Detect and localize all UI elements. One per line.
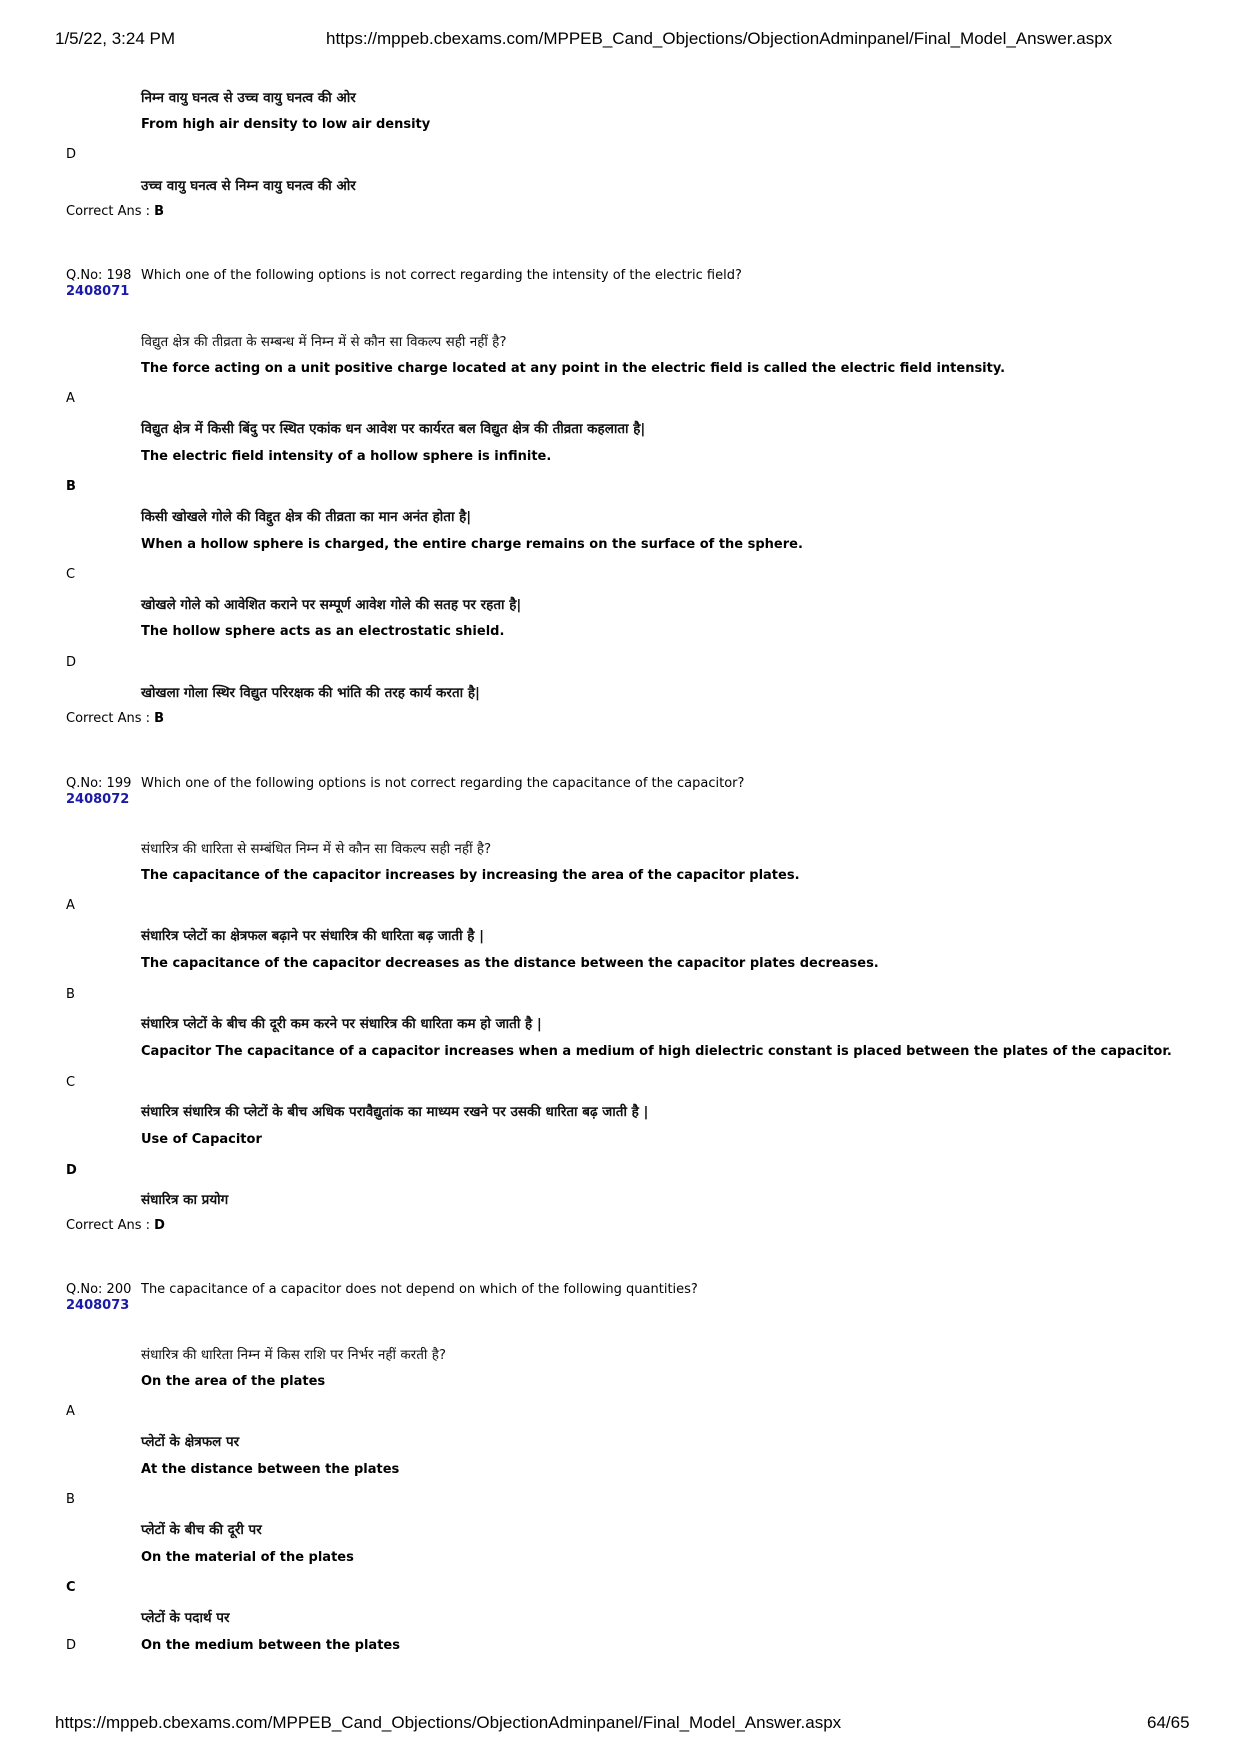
page-number: 64/65 bbox=[1147, 1713, 1190, 1732]
option-d-hindi: खोखला गोला स्थिर विद्युत परिरक्षक की भांति की तरह कार्य करता है| bbox=[141, 685, 480, 701]
correct-answer-label: Correct Ans : bbox=[66, 711, 155, 726]
header-url: https://mppeb.cbexams.com/MPPEB_Cand_Objections/ObjectionAdminpanel/Final_Model_Answer.aspx bbox=[326, 29, 1113, 48]
option-d-letter: D bbox=[66, 1638, 77, 1653]
option-c-hindi: खोखले गोले को आवेशित कराने पर सम्पूर्ण आवेश गोले की सतह पर रहता है| bbox=[141, 597, 522, 613]
question-id: 2408072 bbox=[66, 792, 130, 807]
print-datetime: 1/5/22, 3:24 PM bbox=[55, 29, 176, 48]
question-text-english: The capacitance of a capacitor does not depend on which of the following quantities? bbox=[141, 1282, 698, 1297]
option-c-letter: C bbox=[66, 1580, 76, 1595]
correct-answer bbox=[66, 1218, 165, 1233]
option-b-letter: B bbox=[66, 987, 75, 1002]
option-d-english: On the medium between the plates bbox=[141, 1638, 400, 1653]
question-text-hindi: संधारित्र की धारिता से सम्बंधित निम्न में से कौन सा विकल्प सही नहीं है? bbox=[141, 841, 492, 857]
option-d-letter: D bbox=[66, 655, 77, 670]
option-c-english: Capacitor The capacitance of a capacitor increases when a medium of high dielectric constant is placed between the plates of the capacitor. bbox=[141, 1044, 1172, 1059]
option-a-letter: A bbox=[66, 1404, 75, 1419]
option-a-english: The force acting on a unit positive charge located at any point in the electric field is called the electric field intensity. bbox=[141, 361, 1006, 376]
option-d-letter: D bbox=[66, 147, 77, 162]
option-b-english: At the distance between the plates bbox=[141, 1462, 400, 1477]
option-c-letter: C bbox=[66, 567, 76, 582]
option-b-hindi: प्लेटों के बीच की दूरी पर bbox=[141, 1522, 262, 1538]
question-text-hindi: विद्युत क्षेत्र की तीव्रता के सम्बन्ध में निम्न में से कौन सा विकल्प सही नहीं है? bbox=[141, 334, 507, 350]
option-d-english: From high air density to low air density bbox=[141, 117, 431, 132]
question-number: Q.No: 199 bbox=[66, 776, 132, 791]
option-d-hindi: उच्च वायु घनत्व से निम्न वायु घनत्व की ओर bbox=[141, 178, 356, 194]
option-d-hindi: संधारित्र का प्रयोग bbox=[141, 1192, 229, 1208]
correct-answer-label: Correct Ans : bbox=[66, 1218, 155, 1233]
option-c-hindi: प्लेटों के पदार्थ पर bbox=[141, 1610, 230, 1626]
question-text-english: Which one of the following options is not correct regarding the intensity of the electric field? bbox=[141, 268, 742, 283]
option-b-hindi: किसी खोखले गोले की विद्दुत क्षेत्र की तीव्रता का मान अनंत होता है| bbox=[141, 509, 472, 525]
correct-answer-value: B bbox=[154, 204, 165, 219]
question-id: 2408071 bbox=[66, 284, 130, 299]
option-c-hindi: संधारित्र संधारित्र की प्लेटों के बीच अधिक परावैद्युतांक का माध्यम रखने पर उसकी धारिता बढ़ जाती है | bbox=[141, 1104, 649, 1120]
option-b-english: The electric field intensity of a hollow sphere is infinite. bbox=[141, 449, 552, 464]
footer-url: https://mppeb.cbexams.com/MPPEB_Cand_Objections/ObjectionAdminpanel/Final_Model_Answer.aspx bbox=[55, 1713, 842, 1732]
option-c-letter: C bbox=[66, 1075, 76, 1090]
option-a-hindi: प्लेटों के क्षेत्रफल पर bbox=[141, 1434, 240, 1450]
option-b-english: The capacitance of the capacitor decreases as the distance between the capacitor plates decreases. bbox=[141, 956, 879, 971]
option-d-english: Use of Capacitor bbox=[141, 1132, 262, 1147]
option-a-letter: A bbox=[66, 898, 75, 913]
correct-answer bbox=[66, 711, 164, 726]
question-number: Q.No: 200 bbox=[66, 1282, 132, 1297]
option-b-letter: B bbox=[66, 1492, 75, 1507]
question-id: 2408073 bbox=[66, 1298, 130, 1313]
option-a-hindi: विद्युत क्षेत्र में किसी बिंदु पर स्थित एकांक धन आवेश पर कार्यरत बल विद्युत क्षेत्र की तीव्रता कहलाता है| bbox=[141, 421, 646, 437]
question-number: Q.No: 198 bbox=[66, 268, 132, 283]
option-c-hindi: निम्न वायु घनत्व से उच्च वायु घनत्व की ओर bbox=[141, 90, 356, 106]
option-d-letter: D bbox=[66, 1163, 77, 1178]
correct-answer-label: Correct Ans : bbox=[66, 204, 155, 219]
option-d-english: The hollow sphere acts as an electrostatic shield. bbox=[141, 624, 505, 639]
correct-answer bbox=[66, 204, 164, 219]
correct-answer-value: B bbox=[154, 711, 165, 726]
option-c-english: On the material of the plates bbox=[141, 1550, 354, 1565]
question-text-hindi: संधारित्र की धारिता निम्न में किस राशि पर निर्भर नहीं करती है? bbox=[141, 1347, 447, 1363]
option-b-letter: B bbox=[66, 479, 76, 494]
question-text-english: Which one of the following options is not correct regarding the capacitance of the capacitor? bbox=[141, 776, 745, 791]
option-b-hindi: संधारित्र प्लेटों के बीच की दूरी कम करने पर संधारित्र की धारिता कम हो जाती है | bbox=[141, 1016, 542, 1032]
option-a-english: On the area of the plates bbox=[141, 1374, 326, 1389]
option-a-letter: A bbox=[66, 391, 75, 406]
correct-answer-value: D bbox=[154, 1218, 165, 1233]
option-c-english: When a hollow sphere is charged, the entire charge remains on the surface of the sphere. bbox=[141, 537, 803, 552]
option-a-hindi: संधारित्र प्लेटों का क्षेत्रफल बढ़ाने पर संधारित्र की धारिता बढ़ जाती है | bbox=[141, 928, 485, 944]
option-a-english: The capacitance of the capacitor increases by increasing the area of the capacitor plates. bbox=[141, 868, 800, 883]
